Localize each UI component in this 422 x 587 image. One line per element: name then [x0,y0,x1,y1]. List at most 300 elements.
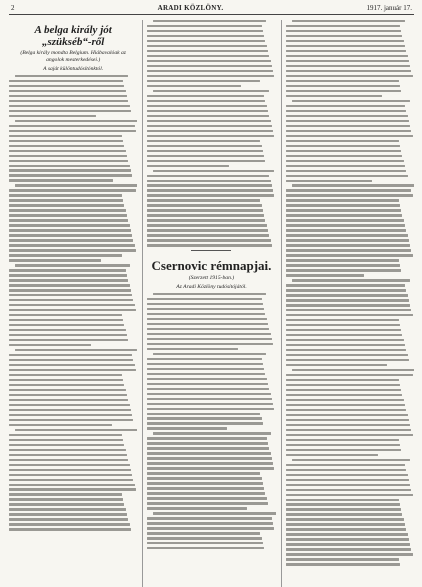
text-line-placeholder [147,547,264,549]
text-line-placeholder [286,65,410,67]
text-line-placeholder [147,194,274,196]
issue-date: 1917. január 17. [366,4,412,12]
text-line-placeholder [147,422,262,424]
text-line-placeholder [286,284,405,286]
text-line-placeholder [147,75,274,77]
text-line-placeholder [9,110,131,112]
article-subhead: (Szerzett 1915-ban.) [188,274,235,281]
text-line-placeholder [9,334,127,336]
text-line-placeholder [147,160,265,162]
text-line-placeholder [147,115,269,117]
text-line-placeholder [286,45,405,47]
text-line-placeholder [9,80,123,82]
text-line-placeholder [147,303,262,305]
text-line-placeholder [15,264,130,266]
text-line-placeholder [286,30,401,32]
article-byline: A saját különtudósítónktól. [43,66,104,73]
text-line-placeholder [147,452,270,454]
text-line-placeholder [147,482,262,484]
text-line-placeholder [286,75,413,77]
text-line-placeholder [286,409,407,411]
text-line-placeholder [147,80,260,82]
text-line-placeholder [292,369,414,371]
text-line-placeholder [147,477,261,479]
text-line-placeholder [9,493,122,495]
text-line-placeholder [147,437,266,439]
text-line-placeholder [9,389,126,391]
text-line-placeholder [286,329,401,331]
text-line-placeholder [147,229,268,231]
text-line-placeholder [147,165,229,167]
text-line-placeholder [147,393,270,395]
text-line-placeholder [9,469,131,471]
text-line-placeholder [9,145,124,147]
text-line-placeholder [9,324,124,326]
text-line-placeholder [147,487,264,489]
text-line-placeholder [9,214,127,216]
text-line-placeholder [286,474,408,476]
text-line-placeholder [9,503,124,505]
text-line-placeholder [9,155,127,157]
text-line-placeholder [9,259,101,261]
article-headline: Csernovic rémnapjai. [151,257,272,273]
text-line-placeholder [9,125,135,127]
text-line-placeholder [286,489,412,491]
text-line-placeholder [286,50,407,52]
text-line-placeholder [147,427,227,429]
text-line-placeholder [9,409,131,411]
text-line-placeholder [286,499,399,501]
text-line-placeholder [147,244,271,246]
text-line-placeholder [286,429,412,431]
text-line-placeholder [9,269,126,271]
text-line-placeholder [9,329,126,331]
text-line-placeholder [286,160,404,162]
text-line-placeholder [9,219,128,221]
text-line-placeholder [9,284,130,286]
text-line-placeholder [147,373,265,375]
text-line-placeholder [147,537,261,539]
text-line-placeholder [147,462,273,464]
column-middle [142,20,275,587]
text-line-placeholder [9,359,133,361]
text-line-placeholder [286,25,400,27]
text-line-placeholder [286,165,405,167]
text-line-placeholder [147,120,270,122]
text-line-placeholder [9,115,96,117]
text-line-placeholder [286,424,410,426]
text-line-placeholder [9,274,127,276]
text-line-placeholder [9,518,128,520]
text-line-placeholder [292,459,410,461]
text-line-placeholder [147,338,271,340]
text-line-placeholder [9,204,124,206]
text-line-placeholder [9,135,122,137]
text-line-placeholder [15,75,128,77]
article-byline: Az Aradi Közlöny tudósítójától. [176,284,247,291]
text-line-placeholder [286,528,407,530]
text-line-placeholder [9,444,124,446]
article-headline: A belga király jót „szükséb“-ről [34,24,112,48]
text-line-placeholder [286,189,412,191]
text-line-placeholder [9,224,130,226]
text-line-placeholder [286,294,408,296]
text-line-placeholder [9,294,132,296]
text-line-placeholder [147,189,273,191]
text-line-placeholder [147,472,260,474]
text-line-placeholder [286,449,401,451]
text-line-placeholder [9,523,130,525]
text-line-placeholder [147,140,260,142]
text-line-placeholder [147,110,268,112]
text-line-placeholder [147,323,268,325]
text-line-placeholder [292,20,405,22]
text-line-placeholder [147,224,266,226]
column-text [286,20,414,566]
text-line-placeholder [292,279,410,281]
text-line-placeholder [9,239,133,241]
text-line-placeholder [9,85,124,87]
text-line-placeholder [286,110,407,112]
text-line-placeholder [9,249,136,251]
text-line-placeholder [9,459,128,461]
text-line-placeholder [9,513,127,515]
text-line-placeholder [286,130,412,132]
text-line-placeholder [147,343,273,345]
text-line-placeholder [147,507,247,509]
text-line-placeholder [286,35,403,37]
text-line-placeholder [147,378,266,380]
text-line-placeholder [147,358,261,360]
text-line-placeholder [147,363,262,365]
text-line-placeholder [286,105,405,107]
text-line-placeholder [292,184,414,186]
text-line-placeholder [286,90,401,92]
text-line-placeholder [153,90,268,92]
text-line-placeholder [286,170,407,172]
text-line-placeholder [153,432,271,434]
text-line-placeholder [286,175,408,177]
text-line-placeholder [147,408,274,410]
text-line-placeholder [9,279,128,281]
text-line-placeholder [286,419,409,421]
text-line-placeholder [9,319,123,321]
text-line-placeholder [147,50,268,52]
text-line-placeholder [286,484,410,486]
text-line-placeholder [286,244,410,246]
text-line-placeholder [286,379,399,381]
text-line-placeholder [286,349,407,351]
text-line-placeholder [147,35,264,37]
text-line-placeholder [9,130,136,132]
text-line-placeholder [286,304,410,306]
text-line-placeholder [147,184,271,186]
text-line-placeholder [286,454,378,456]
text-line-placeholder [286,374,413,376]
text-line-placeholder [286,404,405,406]
text-line-placeholder [147,517,271,519]
text-line-placeholder [9,488,136,490]
text-line-placeholder [9,179,113,181]
text-line-placeholder [147,492,265,494]
running-head [9,4,414,15]
text-line-placeholder [286,558,399,560]
text-line-placeholder [147,368,264,370]
article-divider [191,250,231,251]
text-line-placeholder [9,100,128,102]
text-line-placeholder [9,199,123,201]
text-line-placeholder [286,354,408,356]
text-line-placeholder [15,349,137,351]
text-line-placeholder [286,289,407,291]
text-line-placeholder [286,219,404,221]
text-line-placeholder [147,457,271,459]
text-line-placeholder [9,424,112,426]
text-line-placeholder [286,229,407,231]
text-line-placeholder [147,328,269,330]
text-line-placeholder [286,319,399,321]
text-line-placeholder [147,55,269,57]
text-line-placeholder [286,464,405,466]
text-line-placeholder [286,115,408,117]
page-number: 2 [11,4,15,12]
text-line-placeholder [9,95,127,97]
column-text [147,293,275,550]
text-line-placeholder [9,194,122,196]
text-line-placeholder [9,439,123,441]
text-line-placeholder [286,309,412,311]
text-line-placeholder [9,354,132,356]
text-line-placeholder [286,80,399,82]
text-line-placeholder [9,339,128,341]
text-line-placeholder [147,527,274,529]
text-line-placeholder [153,353,266,355]
text-line-placeholder [286,155,403,157]
text-line-placeholder [286,508,401,510]
text-line-placeholder [286,513,403,515]
text-line-placeholder [9,374,122,376]
text-line-placeholder [9,289,131,291]
text-line-placeholder [9,369,136,371]
text-line-placeholder [9,508,126,510]
text-line-placeholder [9,244,135,246]
text-line-placeholder [286,518,404,520]
text-line-placeholder [286,224,405,226]
text-line-placeholder [147,467,274,469]
text-line-placeholder [147,239,270,241]
text-line-placeholder [153,512,275,514]
text-line-placeholder [147,40,265,42]
text-line-placeholder [147,95,264,97]
text-line-placeholder [147,199,260,201]
text-line-placeholder [147,125,271,127]
text-line-placeholder [147,318,266,320]
text-line-placeholder [286,214,403,216]
text-line-placeholder [147,150,262,152]
text-line-placeholder [147,135,274,137]
text-line-placeholder [286,254,413,256]
column-right [281,20,414,587]
text-line-placeholder [9,419,133,421]
text-line-placeholder [286,209,401,211]
text-line-placeholder [9,454,127,456]
text-line-placeholder [286,150,401,152]
text-line-placeholder [286,135,413,137]
text-line-placeholder [9,150,126,152]
text-line-placeholder [147,383,268,385]
text-line-placeholder [286,60,409,62]
text-line-placeholder [9,449,126,451]
text-line-placeholder [286,439,399,441]
text-line-placeholder [147,398,271,400]
text-line-placeholder [286,299,409,301]
text-line-placeholder [286,194,413,196]
text-line-placeholder [286,523,405,525]
text-line-placeholder [9,484,135,486]
text-line-placeholder [147,348,238,350]
text-line-placeholder [286,234,408,236]
text-line-placeholder [9,229,131,231]
text-line-placeholder [286,145,400,147]
text-line-placeholder [15,120,137,122]
text-line-placeholder [286,444,400,446]
text-line-placeholder [147,85,241,87]
text-line-placeholder [9,314,122,316]
text-line-placeholder [286,95,382,97]
text-line-placeholder [147,70,273,72]
text-line-placeholder [286,503,400,505]
text-line-placeholder [147,145,261,147]
text-line-placeholder [286,344,405,346]
text-line-placeholder [147,214,264,216]
text-line-placeholder [9,169,131,171]
text-line-placeholder [147,403,273,405]
text-line-placeholder [9,304,135,306]
text-line-placeholder [147,204,261,206]
text-line-placeholder [147,313,265,315]
text-line-placeholder [153,293,266,295]
text-line-placeholder [286,180,372,182]
text-line-placeholder [147,522,273,524]
text-line-placeholder [286,249,412,251]
text-line-placeholder [286,199,399,201]
text-line-placeholder [286,55,408,57]
column-text [9,75,137,531]
text-line-placeholder [286,314,413,316]
text-line-placeholder [9,344,91,346]
text-line-placeholder [286,399,404,401]
text-line-placeholder [147,308,264,310]
text-line-placeholder [147,298,261,300]
text-line-placeholder [147,413,260,415]
text-line-placeholder [9,90,126,92]
text-line-placeholder [9,404,130,406]
text-line-placeholder [9,414,132,416]
text-line-placeholder [286,70,412,72]
text-line-placeholder [9,394,127,396]
text-line-placeholder [9,479,133,481]
text-line-placeholder [9,160,128,162]
text-line-placeholder [286,538,409,540]
text-line-placeholder [9,309,136,311]
text-line-placeholder [286,414,408,416]
text-line-placeholder [147,532,260,534]
text-line-placeholder [153,170,274,172]
text-line-placeholder [9,189,136,191]
text-line-placeholder [286,394,403,396]
text-line-placeholder [286,40,404,42]
text-line-placeholder [153,20,266,22]
text-line-placeholder [147,542,262,544]
text-line-placeholder [147,333,270,335]
text-line-placeholder [286,469,407,471]
text-line-placeholder [147,417,261,419]
text-line-placeholder [9,165,130,167]
text-line-placeholder [9,528,131,530]
column-text [147,20,275,247]
text-line-placeholder [286,543,410,545]
columns [9,20,414,587]
text-line-placeholder [147,105,266,107]
text-line-placeholder [286,120,409,122]
text-line-placeholder [286,384,400,386]
newspaper-title: ARADI KÖZLÖNY. [157,4,224,12]
text-line-placeholder [9,464,130,466]
text-line-placeholder [147,234,269,236]
article-subhead: (Belga király mondta Belgium. Hiábavalóak az angolok mesterkedései.) [20,50,126,63]
text-line-placeholder [9,234,132,236]
text-line-placeholder [286,125,410,127]
text-line-placeholder [147,497,266,499]
text-line-placeholder [286,324,400,326]
text-line-placeholder [147,60,270,62]
text-line-placeholder [286,269,401,271]
text-line-placeholder [147,180,270,182]
text-line-placeholder [147,388,269,390]
column-left [9,20,137,587]
text-line-placeholder [147,25,261,27]
text-line-placeholder [9,209,126,211]
text-line-placeholder [9,498,123,500]
text-line-placeholder [9,364,135,366]
text-line-placeholder [147,175,269,177]
text-line-placeholder [286,274,364,276]
text-line-placeholder [286,548,412,550]
text-line-placeholder [9,174,132,176]
text-line-placeholder [286,85,400,87]
text-line-placeholder [147,130,273,132]
text-line-placeholder [147,447,269,449]
text-line-placeholder [9,105,130,107]
text-line-placeholder [9,434,122,436]
text-line-placeholder [15,429,137,431]
text-line-placeholder [147,155,264,157]
text-line-placeholder [286,259,399,261]
text-line-placeholder [147,30,262,32]
text-line-placeholder [286,264,400,266]
text-line-placeholder [9,384,124,386]
text-line-placeholder [9,474,132,476]
text-line-placeholder [147,502,268,504]
text-line-placeholder [286,479,409,481]
text-line-placeholder [9,379,123,381]
text-line-placeholder [286,359,409,361]
text-line-placeholder [286,339,404,341]
text-line-placeholder [9,399,128,401]
text-line-placeholder [292,100,410,102]
text-line-placeholder [286,434,413,436]
text-line-placeholder [286,389,401,391]
